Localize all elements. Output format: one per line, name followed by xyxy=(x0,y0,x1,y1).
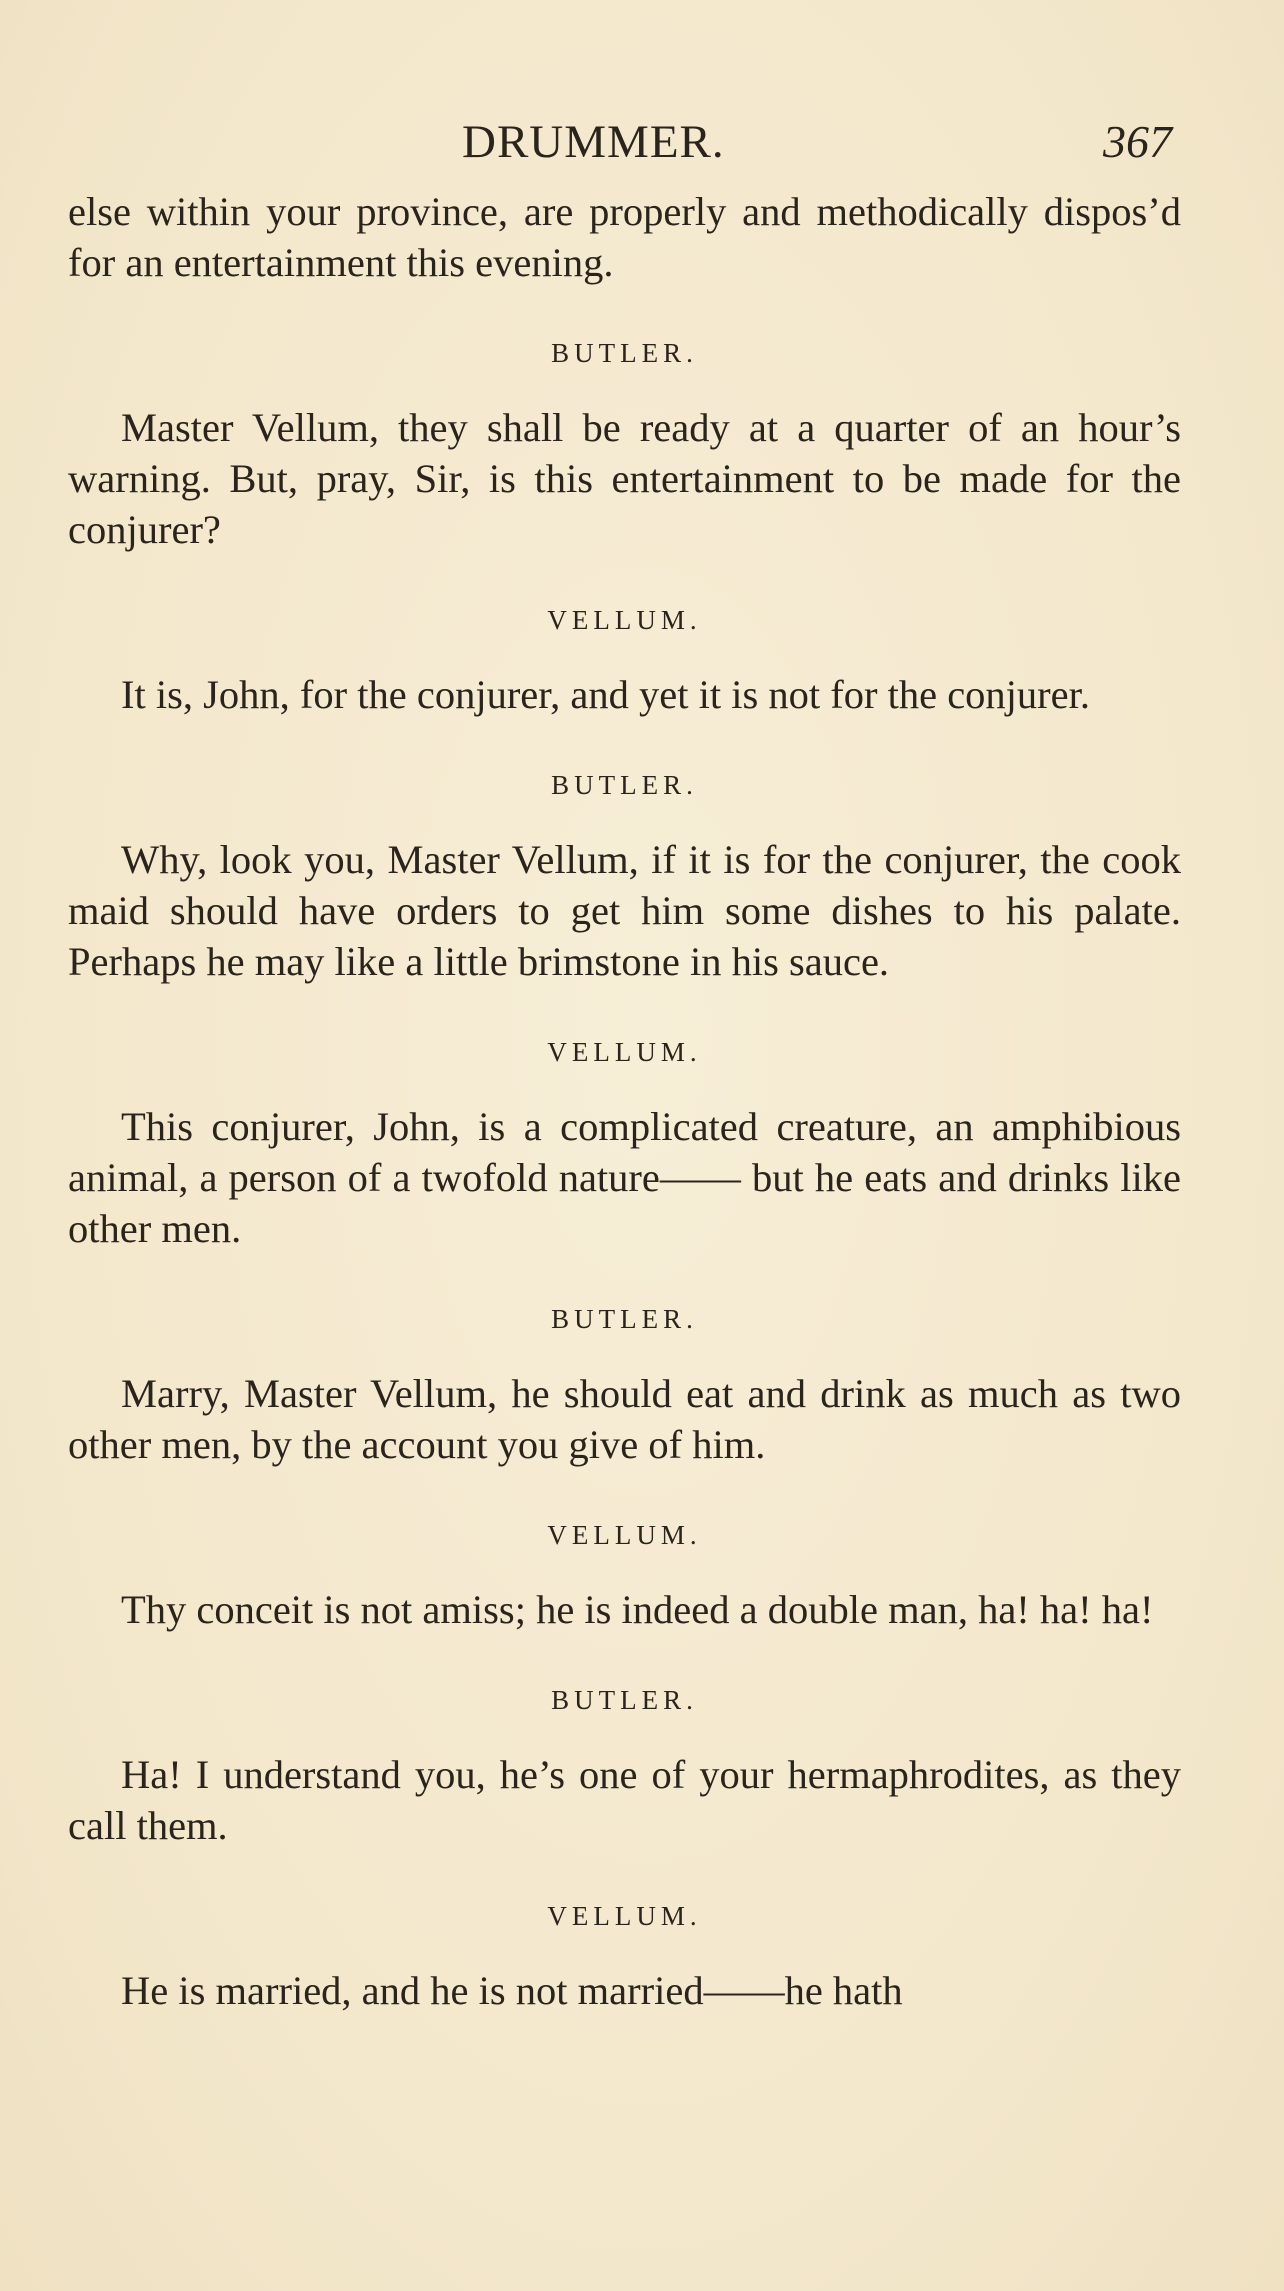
page-header xyxy=(0,112,1284,172)
paragraph-butler: Marry, Master Vellum, he should eat and drink as much as two other men, by the account you give of him. xyxy=(68,1371,1181,1467)
paragraph-vellum: It is, John, for the conjurer, and yet it is not for the conjurer. xyxy=(121,672,1091,717)
paragraph-butler: Why, look you, Master Vellum, if it is for the conjurer, the cook maid should have orders to get him some dishes to his palate. Perhaps he may like a little brimstone in his sauce. xyxy=(68,837,1181,984)
paragraph-vellum: Thy conceit is not amiss; he is indeed a double man, ha! ha! ha! xyxy=(121,1587,1154,1632)
page-body xyxy=(68,186,1181,2016)
speaker-heading-butler: BUTLER. xyxy=(551,1685,698,1715)
speaker-heading-butler: BUTLER. xyxy=(551,1304,698,1334)
speaker-heading-vellum: VELLUM. xyxy=(547,1901,702,1931)
speaker-heading-vellum: VELLUM. xyxy=(547,1520,702,1550)
speaker-heading-vellum: VELLUM. xyxy=(547,1037,702,1067)
speaker-heading-butler: BUTLER. xyxy=(551,770,698,800)
paragraph-vellum: This conjurer, John, is a complicated creature, an amphibious animal, a person of a twofold nature—— but he eats and drinks like other men. xyxy=(68,1104,1181,1251)
paragraph-butler: Master Vellum, they shall be ready at a quarter of an hour’s warning. But, pray, Sir, is this entertainment to be made for the conjurer? xyxy=(68,405,1181,552)
running-title: DRUMMER. xyxy=(462,116,725,168)
paragraph-continuation: else within your province, are properly and methodically dispos’d for an entertainment this evening. xyxy=(68,189,1181,285)
paragraph-butler: Ha! I understand you, he’s one of your hermaphrodites, as they call them. xyxy=(68,1752,1181,1848)
paragraph-vellum: He is married, and he is not married——he hath xyxy=(121,1968,903,2013)
speaker-heading-vellum: VELLUM. xyxy=(547,605,702,635)
page-number: 367 xyxy=(1103,116,1172,167)
speaker-heading-butler: BUTLER. xyxy=(551,338,698,368)
